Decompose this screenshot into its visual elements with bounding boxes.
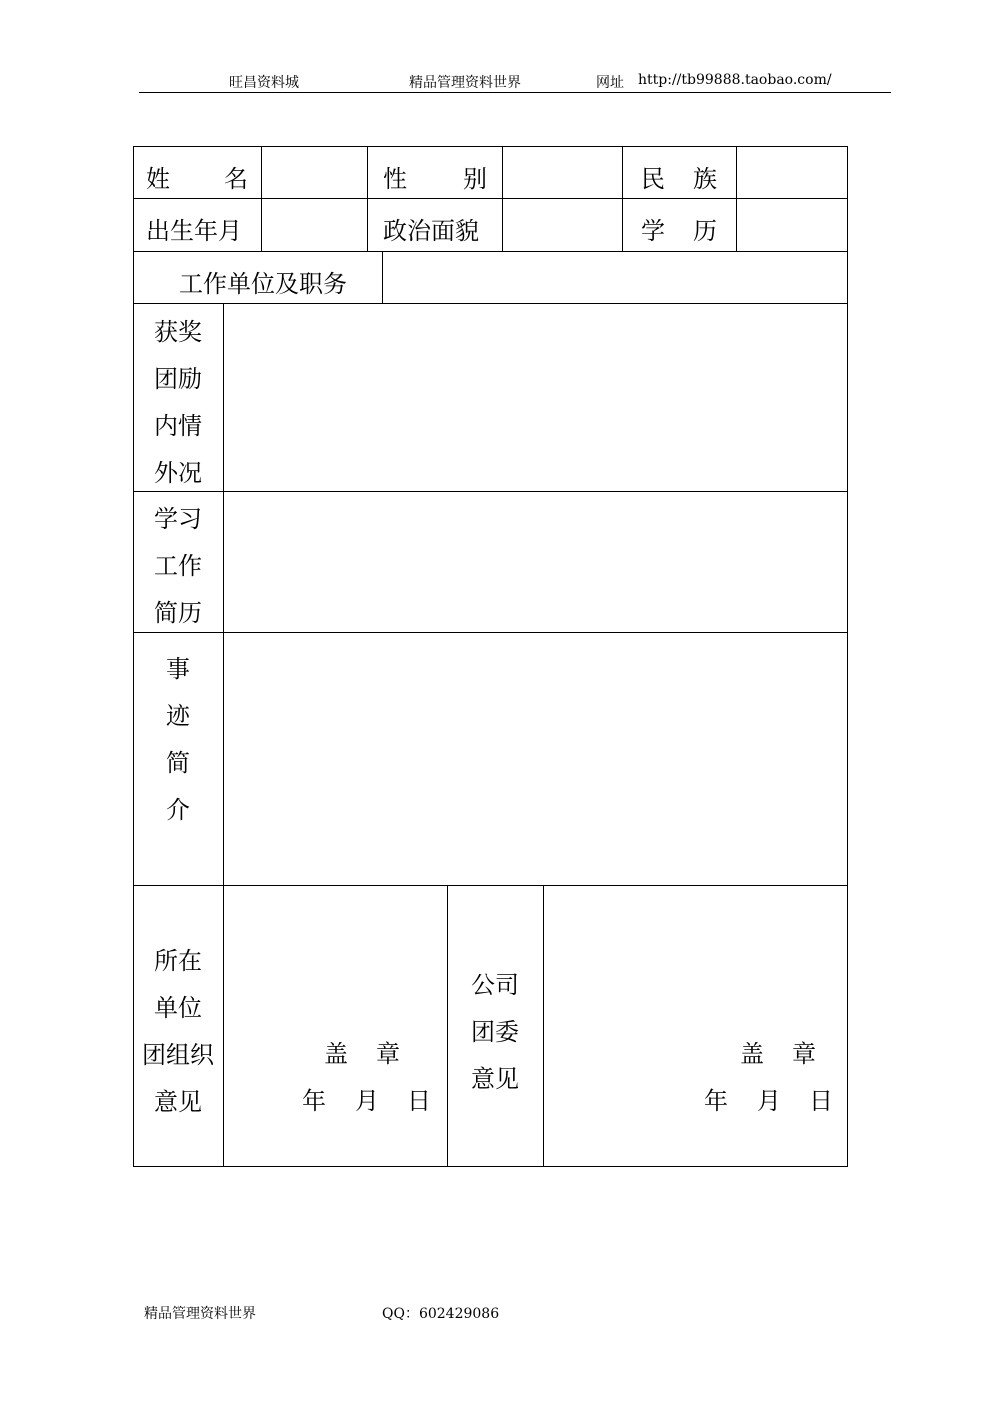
birth-label: 出生年月 (146, 217, 242, 245)
ethnicity-label: 民 族 (641, 165, 717, 193)
committee-date: 年 月 日 (704, 1087, 833, 1115)
org-seal: 盖 章 (324, 1040, 400, 1068)
education-label: 学 历 (641, 217, 717, 245)
org-opinion-label: 所在 单位 团组织 意见 (142, 947, 214, 1116)
footer-slogan: 精品管理资料世界 (144, 1306, 256, 1322)
resume-label: 学习 工作 简历 (154, 505, 202, 627)
header-slogan: 精品管理资料世界 (409, 75, 521, 91)
header-site-name: 旺昌资料城 (229, 75, 299, 91)
gender-label: 性 别 (383, 165, 487, 193)
header-url-label: 网址 (596, 75, 624, 91)
org-date: 年 月 日 (302, 1087, 431, 1115)
workplace-label: 工作单位及职务 (179, 270, 347, 298)
name-label: 姓 名 (146, 165, 248, 193)
footer-qq: QQ：602429086 (382, 1306, 500, 1322)
header-url[interactable]: http://tb99888.taobao.com/ (638, 72, 832, 88)
committee-opinion-label: 公司 团委 意见 (471, 971, 519, 1093)
committee-seal: 盖 章 (740, 1040, 816, 1068)
deeds-label: 事 迹 简 介 (166, 655, 190, 824)
politics-label: 政治面貌 (383, 217, 479, 245)
awards-label: 获奖 团励 内情 外况 (154, 318, 202, 487)
